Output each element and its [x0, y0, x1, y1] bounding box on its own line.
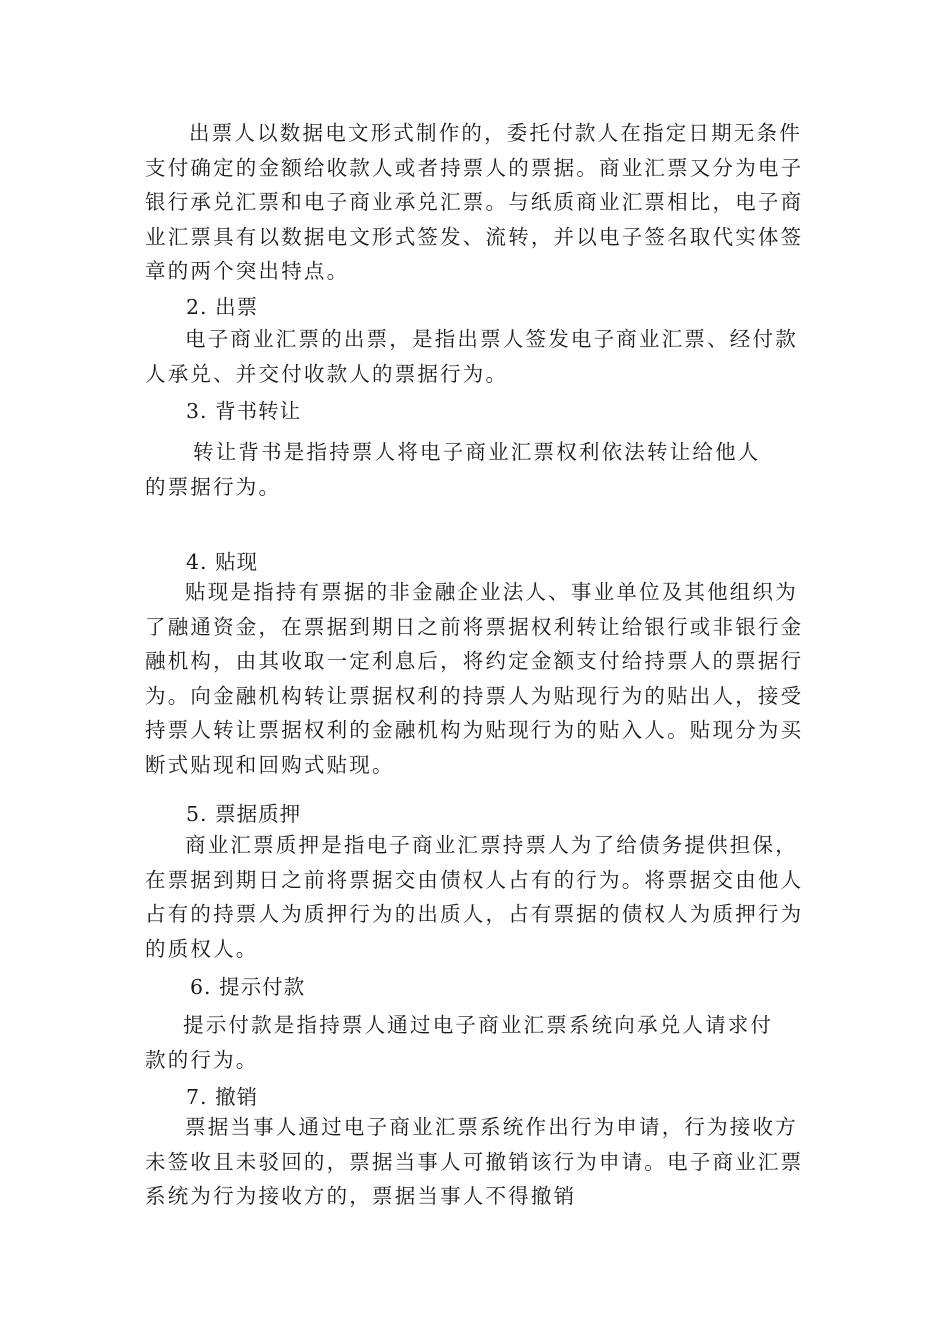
text-line: 业汇票具有以数据电文形式签发、流转，并以电子签名取代实体签 [145, 224, 804, 249]
paragraph-revocation [145, 1110, 805, 1214]
text-line: 银行承兑汇票和电子商业承兑汇票。与纸质商业汇票相比，电子商 [145, 190, 804, 214]
paragraph-pledge [145, 828, 805, 966]
text-line: 持票人转让票据权利的金融机构为贴现行为的贴入人。贴现分为买 [145, 718, 804, 742]
text-line: 人承兑、并交付收款人的票据行为。 [145, 361, 509, 386]
text-line: 在票据到期日之前将票据交由债权人占有的行为。将票据交由他人 [145, 867, 804, 892]
text-line: 的质权人。 [145, 936, 259, 961]
text-line: 电子商业汇票的出票，是指出票人签发电子商业汇票、经付款 [185, 327, 798, 351]
text-line: 支付确定的金额给收款人或者持票人的票据。商业汇票又分为电子 [145, 155, 804, 180]
text-line: 占有的持票人为质押行为的出质人，占有票据的债权人为质押行为 [145, 902, 804, 926]
text-line: 款的行为。 [145, 1047, 259, 1072]
text-line: 断式贴现和回购式贴现。 [145, 752, 395, 777]
text-line: 票据当事人通过电子商业汇票系统作出行为申请，行为接收方 [185, 1115, 798, 1139]
paragraph-definition [145, 116, 805, 289]
section-heading-revocation: 7. 撤销 [186, 1085, 259, 1109]
section-heading-discount: 4. 贴现 [186, 550, 259, 574]
text-line: 提示付款是指持票人通过电子商业汇票系统向承兑人请求付 [183, 1013, 774, 1037]
text-line: 系统为行为接收方的，票据当事人不得撤销 [145, 1184, 577, 1208]
text-line: 商业汇票质押是指电子商业汇票持票人为了给债务提供担保， [185, 833, 798, 857]
text-line: 转让背书是指持票人将电子商业汇票权利依法转让给他人 [193, 440, 761, 464]
section-heading-presentment: 6. 提示付款 [190, 975, 306, 999]
section-heading-endorsement: 3. 背书转让 [186, 399, 302, 423]
text-line: 融机构，由其收取一定利息后，将约定金额支付给持票人的票据行 [145, 649, 804, 673]
text-line: 了融通资金，在票据到期日之前将票据权利转让给银行或非银行金 [145, 614, 804, 639]
paragraph-endorsement [145, 435, 805, 504]
text-line: 章的两个突出特点。 [145, 259, 350, 283]
text-line: 未签收且未驳回的，票据当事人可撤销该行为申请。电子商业汇票 [145, 1149, 804, 1174]
paragraph-issuance [145, 322, 805, 391]
text-line: 为。向金融机构转让票据权利的持票人为贴现行为的贴出人，接受 [145, 683, 804, 708]
paragraph-presentment [145, 1008, 805, 1077]
section-heading-pledge: 5. 票据质押 [186, 802, 302, 826]
text-line: 贴现是指持有票据的非金融企业法人、事业单位及其他组织为 [185, 580, 798, 604]
text-line: 出票人以数据电文形式制作的，委托付款人在指定日期无条件 [189, 121, 802, 145]
paragraph-discount [145, 575, 805, 782]
text-line: 的票据行为。 [145, 474, 282, 499]
section-heading-issuance: 2. 出票 [186, 295, 259, 319]
